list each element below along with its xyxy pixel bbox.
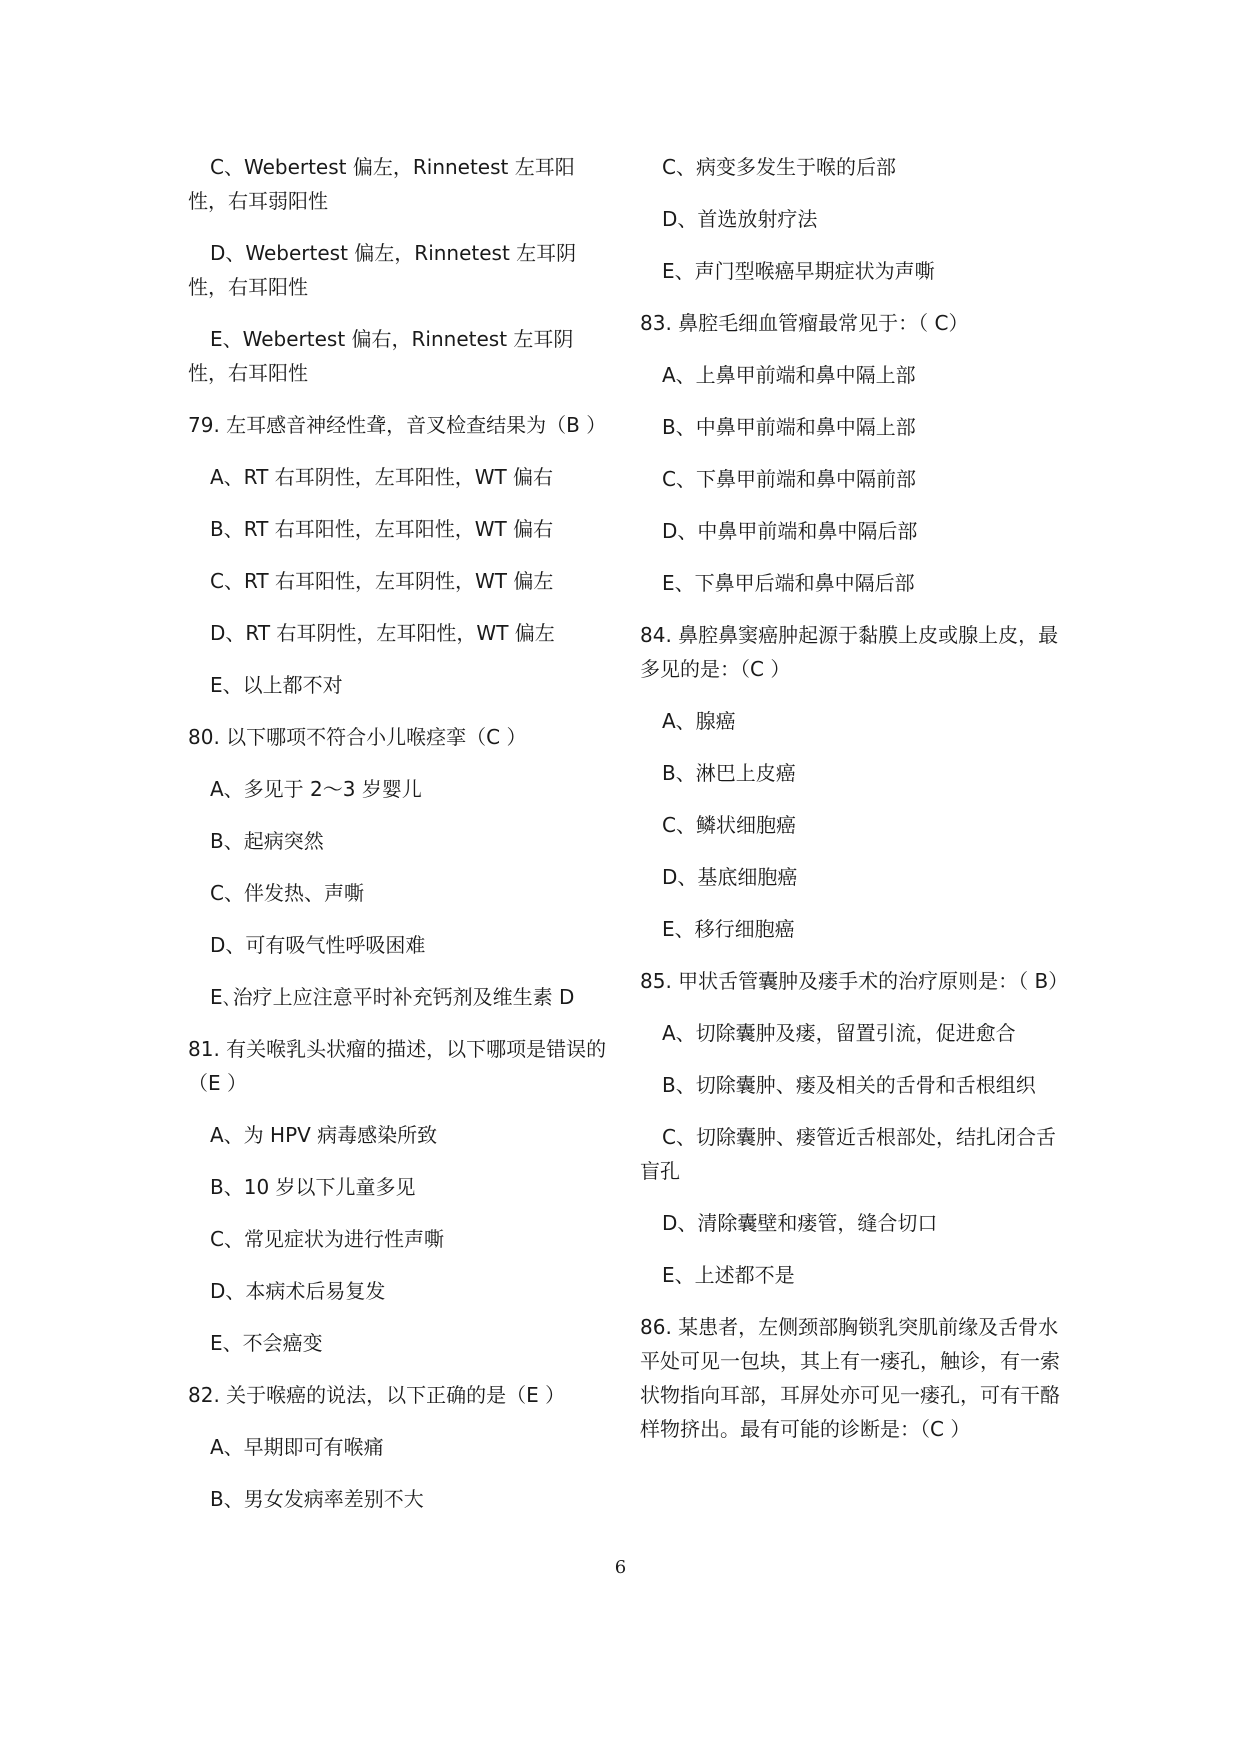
answer-option: E、声门型喉癌早期症状为声嘶 [662,259,935,283]
question-text: 85. 甲状舌管囊肿及瘘手术的治疗原则是：（ B） [640,969,1069,993]
answer-option: D、中鼻甲前端和鼻中隔后部 [662,519,918,543]
answer-option: C、切除囊肿、瘘管近舌根部处，结扎闭合舌盲孔 [640,1125,1056,1183]
answer-option: B、RT 右耳阳性，左耳阳性，WT 偏右 [210,517,554,541]
answer-option: C、鳞状细胞癌 [662,813,796,837]
answer-option: D、清除囊壁和瘘管，缝合切口 [662,1211,938,1235]
answer-option: D、基底细胞癌 [662,865,798,889]
question-text: 86. 某患者，左侧颈部胸锁乳突肌前缘及舌骨水平处可见一包块，其上有一瘘孔，触诊，有一索状物指向耳部，耳屏处亦可见一瘘孔，可有干酪样物挤出。最有可能的诊断是：（C ） [640,1315,1060,1441]
answer-option: E、下鼻甲后端和鼻中隔后部 [662,571,915,595]
answer-option: C、常见症状为进行性声嘶 [210,1227,444,1251]
answer-option: A、早期即可有喉痛 [210,1435,384,1459]
question-text: 79. 左耳感音神经性聋，音叉检查结果为（B ） [188,413,607,437]
answer-option: D、RT 右耳阴性，左耳阳性，WT 偏左 [210,621,555,645]
answer-option: E、以上都不对 [210,673,343,697]
answer-option: A、RT 右耳阴性，左耳阳性，WT 偏右 [210,465,554,489]
question-text: 84. 鼻腔鼻窦癌肿起源于黏膜上皮或腺上皮，最多见的是：（C ） [640,623,1059,681]
left-column [188,150,610,1534]
answer-option: E、不会癌变 [210,1331,323,1355]
answer-option: D、本病术后易复发 [210,1279,386,1303]
answer-option: D、首选放射疗法 [662,207,818,231]
answer-option: E、移行细胞癌 [662,917,795,941]
answer-option: E､治疗上应注意平时补充钙剂及维生素 D [210,985,575,1009]
answer-option: C、RT 右耳阳性，左耳阴性，WT 偏左 [210,569,554,593]
question-text: 81. 有关喉乳头状瘤的描述，以下哪项是错误的（E ） [188,1037,607,1095]
answer-option: D、可有吸气性呼吸困难 [210,933,426,957]
question-text: 80. 以下哪项不符合小儿喉痉挛（C ） [188,725,527,749]
question-text: 83. 鼻腔毛细血管瘤最常见于：（ C） [640,311,969,335]
answer-option: B、男女发病率差别不大 [210,1487,424,1511]
answer-option: C、伴发热、声嘶 [210,881,364,905]
answer-option: C、下鼻甲前端和鼻中隔前部 [662,467,916,491]
answer-option: B、淋巴上皮癌 [662,761,796,785]
question-text: 82. 关于喉癌的说法，以下正确的是（E ） [188,1383,566,1407]
answer-option: A、切除囊肿及瘘，留置引流，促进愈合 [662,1021,1016,1045]
answer-option: C、Webertest 偏左，Rinnetest 左耳阳性，右耳弱阳性 [188,155,575,213]
answer-option: A、为 HPV 病毒感染所致 [210,1123,438,1147]
answer-option: B、10 岁以下儿童多见 [210,1175,416,1199]
answer-option: B、切除囊肿、瘘及相关的舌骨和舌根组织 [662,1073,1036,1097]
right-column [640,150,1069,1464]
page-number: 6 [614,1557,627,1578]
answer-option: C、病变多发生于喉的后部 [662,155,896,179]
answer-option: D、Webertest 偏左，Rinnetest 左耳阴性，右耳阳性 [188,241,577,299]
answer-option: B、中鼻甲前端和鼻中隔上部 [662,415,916,439]
answer-option: A、腺癌 [662,709,736,733]
answer-option: A、上鼻甲前端和鼻中隔上部 [662,363,916,387]
answer-option: E、上述都不是 [662,1263,795,1287]
answer-option: A、多见于 2～3 岁婴儿 [210,777,422,801]
answer-option: E、Webertest 偏右，Rinnetest 左耳阴性，右耳阳性 [188,327,574,385]
answer-option: B、起病突然 [210,829,324,853]
